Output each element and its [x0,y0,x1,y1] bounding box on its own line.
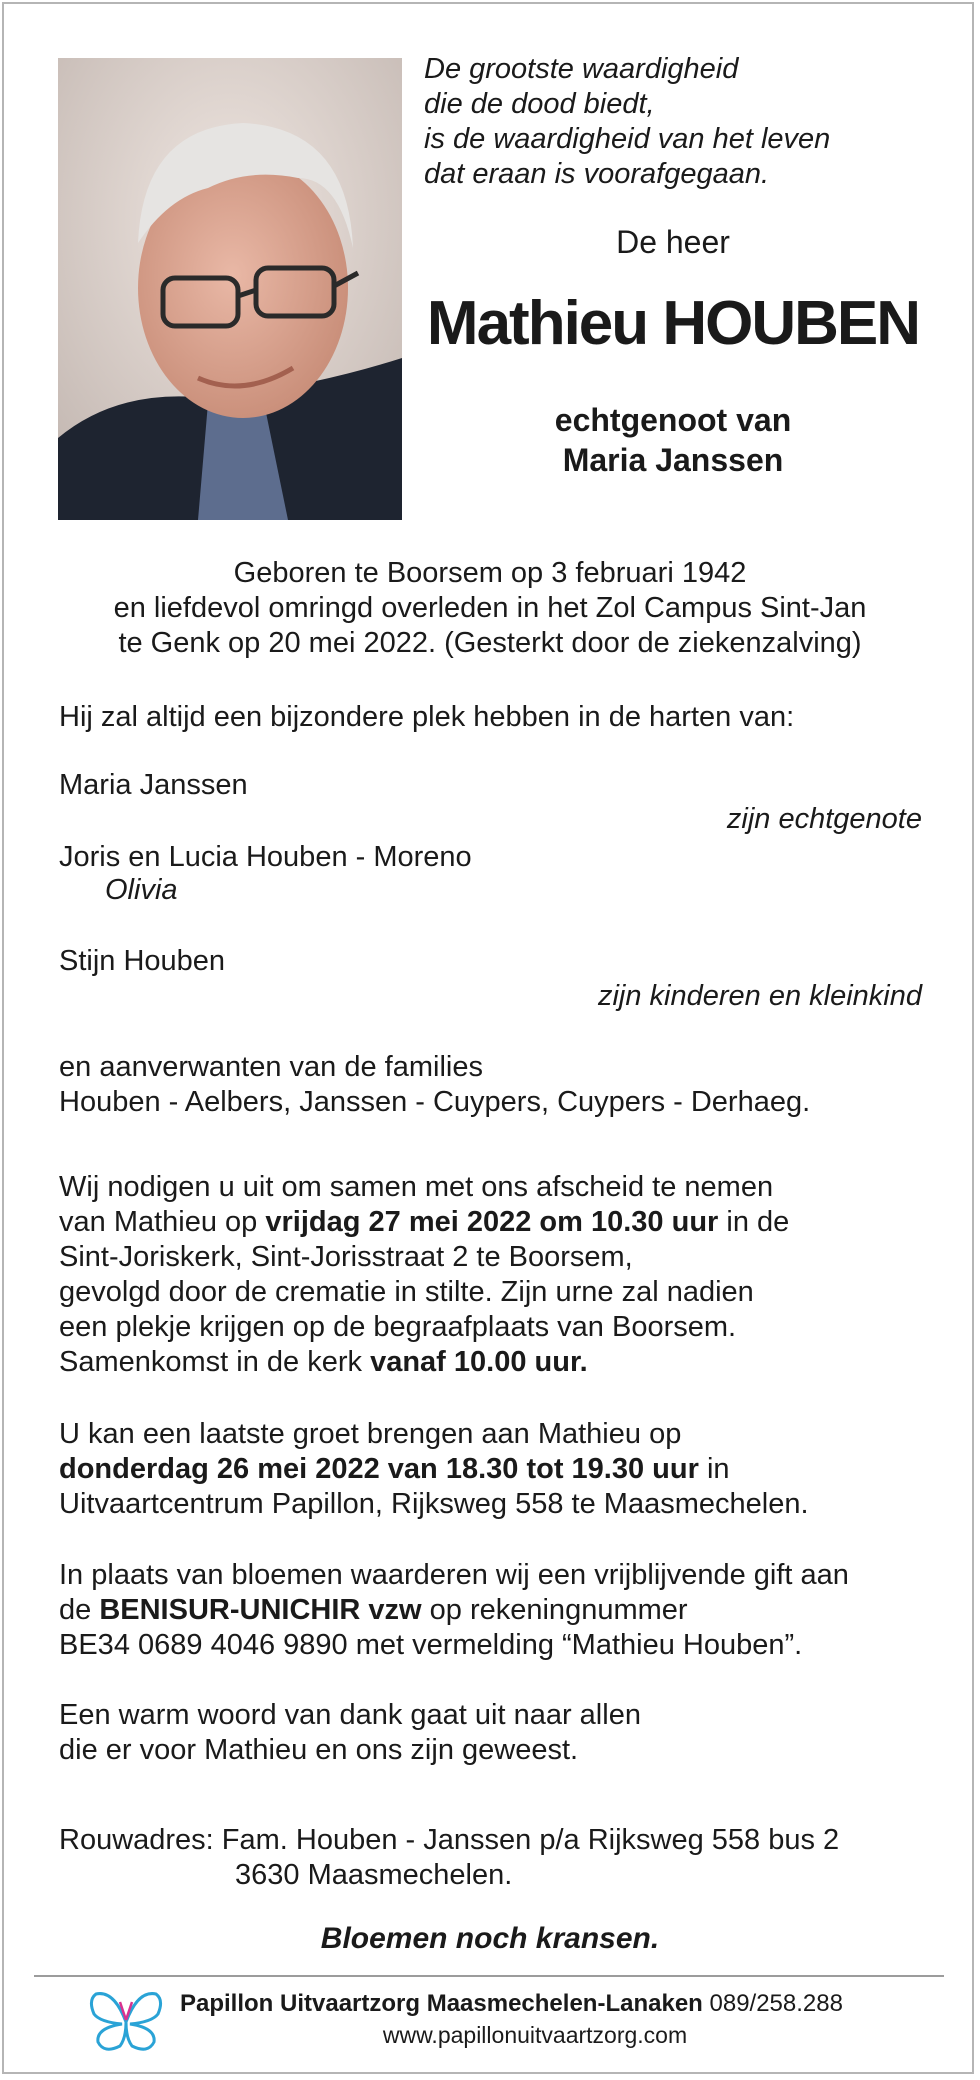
portrait-photo [58,58,402,520]
ceremony-datetime: vrijdag 27 mei 2022 om 10.30 uur [265,1206,719,1238]
relatives-line: en aanverwanten van de families [59,1051,483,1083]
visitation-info [59,1417,809,1522]
family-spouse-name: Maria Janssen [59,769,248,801]
charity-name: BENISUR-UNICHIR vzw [99,1594,422,1626]
ceremony-line [59,1345,789,1380]
visitation-line: U kan een laatste groet brengen aan Mathieu op [59,1418,682,1450]
ceremony-line: Sint-Joriskerk, Sint-Jorisstraat 2 te Boorsem, [59,1241,633,1273]
relatives-line: Houben - Aelbers, Janssen - Cuypers, Cuypers - Derhaeg. [59,1086,811,1118]
address-line: 3630 Maasmechelen. [235,1859,513,1891]
company-website[interactable]: www.papillonuitvaartzorg.com [382,2022,688,2048]
spouse-line: echtgenoot van [554,402,792,438]
donation-line [59,1593,849,1628]
quote-line: De grootste waardigheid [424,53,739,85]
company-name: Papillon Uitvaartzorg Maasmechelen-Lanaken [180,1990,703,2017]
birth-death-info [40,556,940,661]
family-grandchild: Olivia [105,874,178,906]
birth-line: en liefdevol omringd overleden in het Zol Campus Sint-Jan [113,592,867,624]
address-line: Rouwadres: Fam. Houben - Janssen p/a Rijksweg 558 bus 2 [59,1824,840,1856]
ceremony-text: van Mathieu op [59,1206,266,1238]
thanks-line: die er voor Mathieu en ons zijn geweest. [59,1734,579,1766]
family-children-relation: zijn kinderen en kleinkind [597,980,922,1012]
visitation-line [59,1452,809,1487]
ceremony-line: gevolgd door de crematie in stilte. Zijn urne zal nadien [59,1276,754,1308]
footer-divider [34,1975,944,1977]
donation-text: de [59,1594,100,1626]
memorial-quote [424,52,944,192]
ceremony-line: een plekje krijgen op de begraafplaats van Boorsem. [59,1311,737,1343]
family-intro: Hij zal altijd een bijzondere plek hebben in de harten van: [59,701,795,733]
ceremony-info [59,1170,789,1380]
ceremony-line [59,1205,789,1240]
quote-line: die de dood biedt, [424,88,655,120]
butterfly-logo-icon [86,1984,166,2056]
ceremony-line: Wij nodigen u uit om samen met ons afscheid te nemen [59,1171,774,1203]
closing-note: Bloemen noch kransen. [320,1922,660,1955]
thanks-line: Een warm woord van dank gaat uit naar allen [59,1699,641,1731]
spouse-info [424,400,922,480]
family-child-2: Stijn Houben [59,945,226,977]
spouse-line: Maria Janssen [562,442,784,478]
birth-line: Geboren te Boorsem op 3 februari 1942 [233,557,747,589]
visitation-datetime: donderdag 26 mei 2022 van 18.30 tot 19.30 uur [59,1453,699,1485]
thanks-message [59,1698,641,1768]
funeral-company [180,1990,843,2018]
deceased-name: Mathieu HOUBEN [426,289,920,358]
ceremony-text: in de [718,1206,790,1238]
quote-line: is de waardigheid van het leven [424,123,831,155]
visitation-line: Uitvaartcentrum Papillon, Rijksweg 558 te Maasmechelen. [59,1488,809,1520]
salutation: De heer [616,224,730,260]
family-spouse-relation: zijn echtgenote [726,803,922,835]
donation-line: In plaats van bloemen waarderen wij een vrijblijvende gift aan [59,1559,849,1591]
ceremony-text: Samenkomst in de kerk [59,1346,371,1378]
donation-line: BE34 0689 4046 9890 met vermelding “Mathieu Houben”. [59,1629,803,1661]
quote-line: dat eraan is voorafgegaan. [424,158,770,190]
visitation-text: in [698,1453,730,1485]
company-phone: 089/258.288 [702,1990,843,2017]
donation-text: op rekeningnummer [421,1594,688,1626]
gathering-time: vanaf 10.00 uur. [370,1346,588,1378]
birth-line: te Genk op 20 mei 2022. (Gesterkt door de ziekenzalving) [118,627,862,659]
mourning-address [59,1823,839,1893]
family-child-1: Joris en Lucia Houben - Moreno [59,841,472,873]
donation-info [59,1558,849,1663]
